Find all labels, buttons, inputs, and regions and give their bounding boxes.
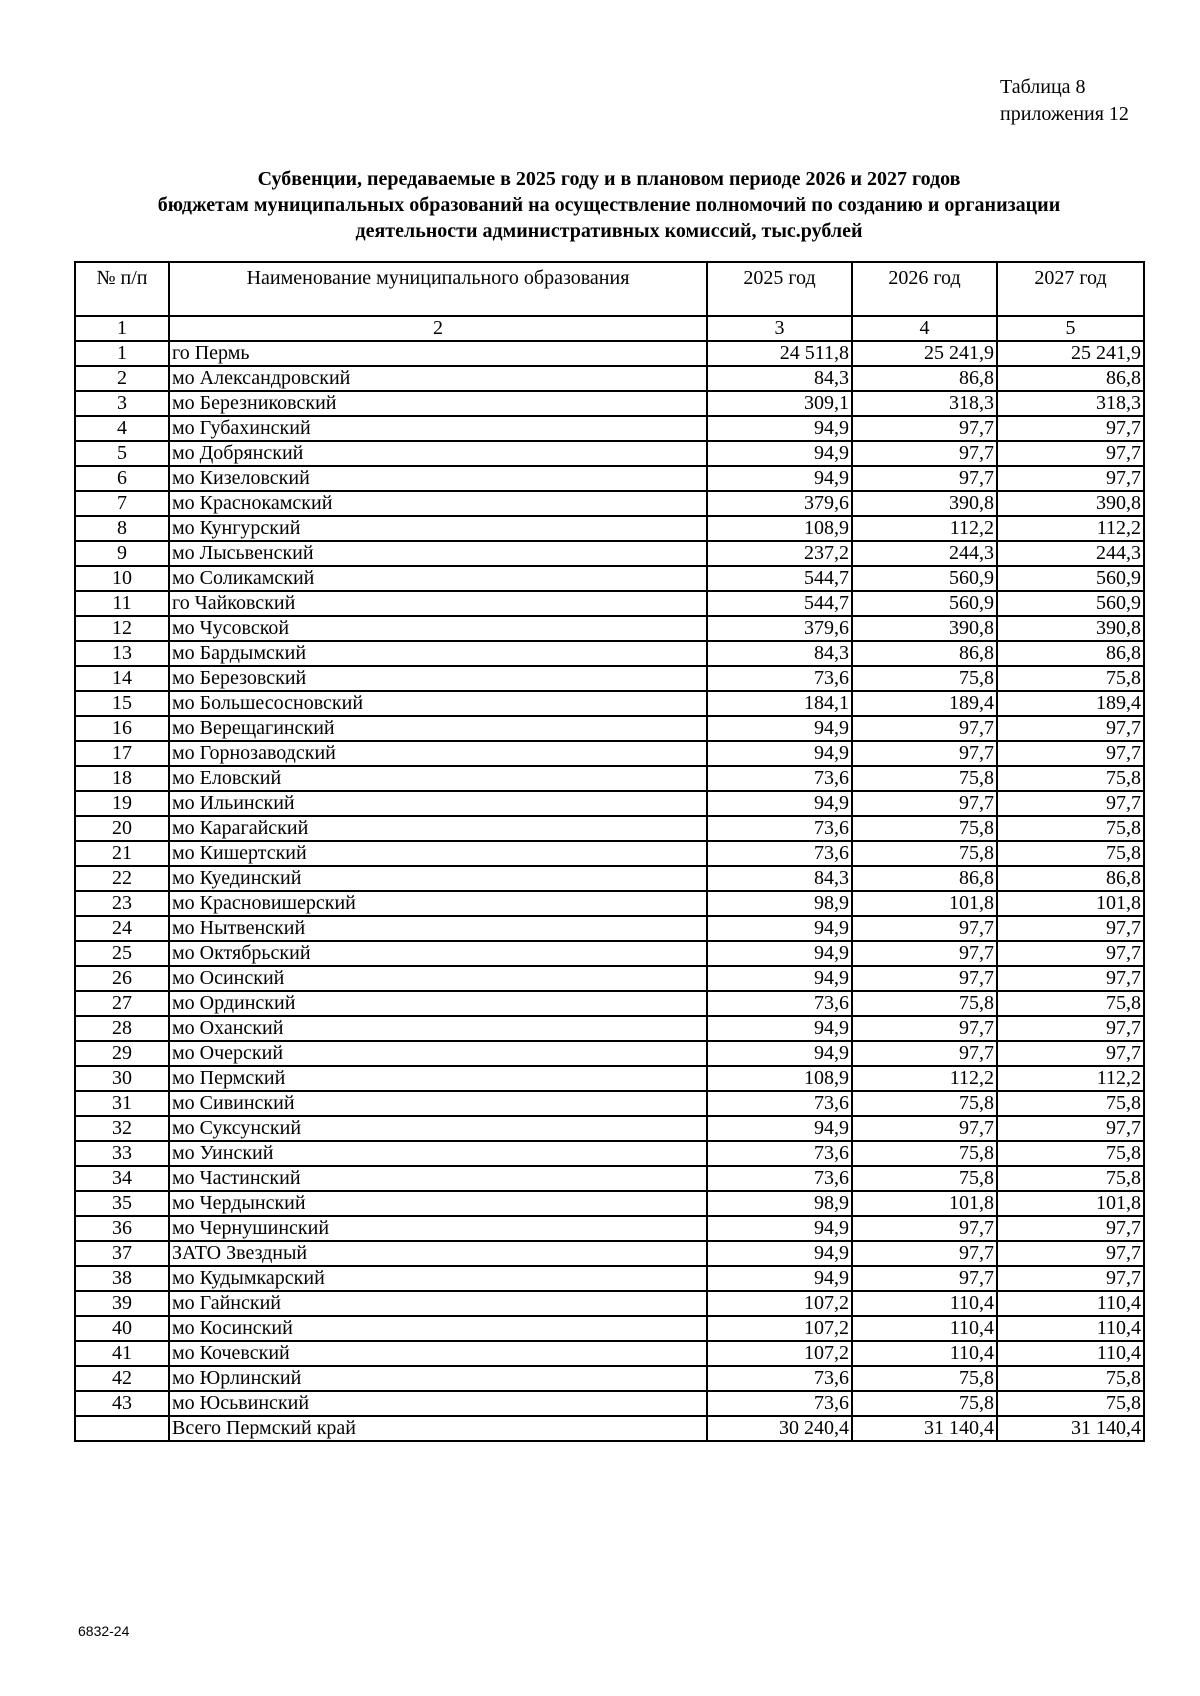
row-number: 43 <box>75 1391 169 1416</box>
value-2025: 73,6 <box>707 1366 852 1391</box>
table-row <box>75 616 1144 641</box>
document-code: 6832-24 <box>78 1623 130 1639</box>
value-2026: 390,8 <box>852 616 997 641</box>
municipality-name: мо Оханский <box>169 1016 707 1041</box>
value-2027: 75,8 <box>997 816 1144 841</box>
municipality-name: мо Верещагинский <box>169 716 707 741</box>
table-row <box>75 791 1144 816</box>
value-2026: 75,8 <box>852 1141 997 1166</box>
value-2025: 73,6 <box>707 1166 852 1191</box>
table-row <box>75 1166 1144 1191</box>
value-2026: 189,4 <box>852 691 997 716</box>
value-2026: 110,4 <box>852 1291 997 1316</box>
table-row <box>75 816 1144 841</box>
value-2027: 75,8 <box>997 1141 1144 1166</box>
value-2026: 97,7 <box>852 1016 997 1041</box>
title-line-1: Субвенции, передаваемые в 2025 году и в плановом периоде 2026 и 2027 годов <box>257 168 961 190</box>
value-2027: 25 241,9 <box>997 341 1144 366</box>
header-year-2026: 2026 год <box>852 262 997 316</box>
value-2027: 75,8 <box>997 666 1144 691</box>
value-2027: 97,7 <box>997 716 1144 741</box>
municipality-name: мо Чернушинский <box>169 1216 707 1241</box>
municipality-name: го Чайковский <box>169 591 707 616</box>
value-2026: 318,3 <box>852 391 997 416</box>
municipality-name: мо Чусовской <box>169 616 707 641</box>
value-2025: 107,2 <box>707 1291 852 1316</box>
table-row <box>75 1391 1144 1416</box>
value-2026: 97,7 <box>852 966 997 991</box>
municipality-name: мо Губахинский <box>169 416 707 441</box>
row-number: 18 <box>75 766 169 791</box>
value-2025: 94,9 <box>707 716 852 741</box>
municipality-name: мо Куединский <box>169 866 707 891</box>
value-2027: 75,8 <box>997 1091 1144 1116</box>
municipality-name: мо Березовский <box>169 666 707 691</box>
value-2025: 94,9 <box>707 416 852 441</box>
municipality-name: мо Юсьвинский <box>169 1391 707 1416</box>
value-2025: 94,9 <box>707 1016 852 1041</box>
subventions-table <box>74 261 1145 1442</box>
total-label: Всего Пермский край <box>169 1416 707 1441</box>
value-2026: 97,7 <box>852 441 997 466</box>
value-2026: 97,7 <box>852 1266 997 1291</box>
total-number-cell <box>75 1416 169 1441</box>
value-2026: 110,4 <box>852 1316 997 1341</box>
municipality-name: мо Соликамский <box>169 566 707 591</box>
row-number: 26 <box>75 966 169 991</box>
municipality-name: мо Октябрьский <box>169 941 707 966</box>
municipality-name: го Пермь <box>169 341 707 366</box>
value-2026: 560,9 <box>852 591 997 616</box>
value-2026: 25 241,9 <box>852 341 997 366</box>
value-2026: 560,9 <box>852 566 997 591</box>
table-row <box>75 566 1144 591</box>
value-2026: 75,8 <box>852 816 997 841</box>
table-row <box>75 541 1144 566</box>
value-2027: 101,8 <box>997 891 1144 916</box>
value-2026: 101,8 <box>852 891 997 916</box>
value-2026: 75,8 <box>852 841 997 866</box>
table-row <box>75 391 1144 416</box>
municipality-name: мо Нытвенский <box>169 916 707 941</box>
table-row <box>75 366 1144 391</box>
value-2026: 97,7 <box>852 466 997 491</box>
value-2025: 94,9 <box>707 466 852 491</box>
table-row <box>75 1141 1144 1166</box>
table-row <box>75 1066 1144 1091</box>
value-2025: 544,7 <box>707 591 852 616</box>
municipality-name: мо Уинский <box>169 1141 707 1166</box>
row-number: 8 <box>75 516 169 541</box>
row-number: 21 <box>75 841 169 866</box>
row-number: 16 <box>75 716 169 741</box>
value-2025: 94,9 <box>707 1041 852 1066</box>
value-2025: 94,9 <box>707 741 852 766</box>
value-2027: 112,2 <box>997 516 1144 541</box>
value-2027: 97,7 <box>997 1016 1144 1041</box>
value-2025: 309,1 <box>707 391 852 416</box>
value-2025: 94,9 <box>707 441 852 466</box>
table-row <box>75 341 1144 366</box>
value-2026: 97,7 <box>852 1216 997 1241</box>
table-row <box>75 1041 1144 1066</box>
value-2026: 97,7 <box>852 1116 997 1141</box>
value-2027: 75,8 <box>997 841 1144 866</box>
header-number: № п/п <box>75 262 169 316</box>
table-row <box>75 491 1144 516</box>
row-number: 4 <box>75 416 169 441</box>
value-2025: 98,9 <box>707 891 852 916</box>
value-2027: 97,7 <box>997 1241 1144 1266</box>
value-2027: 390,8 <box>997 616 1144 641</box>
value-2025: 94,9 <box>707 941 852 966</box>
column-number: 1 <box>75 316 169 341</box>
municipality-name: мо Добрянский <box>169 441 707 466</box>
municipality-name: ЗАТО Звездный <box>169 1241 707 1266</box>
row-number: 35 <box>75 1191 169 1216</box>
value-2025: 379,6 <box>707 491 852 516</box>
table-row <box>75 1191 1144 1216</box>
table-row <box>75 966 1144 991</box>
row-number: 42 <box>75 1366 169 1391</box>
row-number: 37 <box>75 1241 169 1266</box>
value-2026: 86,8 <box>852 366 997 391</box>
value-2026: 75,8 <box>852 1091 997 1116</box>
value-2025: 108,9 <box>707 516 852 541</box>
table-row <box>75 591 1144 616</box>
value-2025: 94,9 <box>707 1241 852 1266</box>
row-number: 29 <box>75 1041 169 1066</box>
value-2026: 86,8 <box>852 641 997 666</box>
value-2026: 86,8 <box>852 866 997 891</box>
appendix-number: приложения 12 <box>1000 103 1129 125</box>
table-row <box>75 466 1144 491</box>
table-row <box>75 841 1144 866</box>
municipality-name: мо Частинский <box>169 1166 707 1191</box>
total-2025: 30 240,4 <box>707 1416 852 1441</box>
value-2027: 97,7 <box>997 916 1144 941</box>
value-2025: 108,9 <box>707 1066 852 1091</box>
value-2027: 97,7 <box>997 941 1144 966</box>
value-2026: 75,8 <box>852 666 997 691</box>
row-number: 15 <box>75 691 169 716</box>
municipality-name: мо Сивинский <box>169 1091 707 1116</box>
value-2026: 75,8 <box>852 1166 997 1191</box>
row-number: 14 <box>75 666 169 691</box>
table-row <box>75 441 1144 466</box>
row-number: 39 <box>75 1291 169 1316</box>
total-row <box>75 1416 1144 1441</box>
row-number: 19 <box>75 791 169 816</box>
table-row <box>75 691 1144 716</box>
municipality-name: мо Краснокамский <box>169 491 707 516</box>
value-2027: 97,7 <box>997 966 1144 991</box>
value-2026: 97,7 <box>852 416 997 441</box>
table-row <box>75 1241 1144 1266</box>
table-row <box>75 1316 1144 1341</box>
column-number: 4 <box>852 316 997 341</box>
table-row <box>75 1091 1144 1116</box>
row-number: 27 <box>75 991 169 1016</box>
row-number: 5 <box>75 441 169 466</box>
value-2025: 73,6 <box>707 1141 852 1166</box>
value-2025: 84,3 <box>707 366 852 391</box>
value-2027: 101,8 <box>997 1191 1144 1216</box>
table-body <box>75 341 1144 1416</box>
municipality-name: мо Горнозаводский <box>169 741 707 766</box>
table-header-row <box>75 262 1144 316</box>
value-2026: 97,7 <box>852 741 997 766</box>
table-row <box>75 1341 1144 1366</box>
value-2027: 86,8 <box>997 366 1144 391</box>
value-2027: 86,8 <box>997 641 1144 666</box>
table-row <box>75 641 1144 666</box>
value-2025: 73,6 <box>707 666 852 691</box>
municipality-name: мо Юрлинский <box>169 1366 707 1391</box>
value-2027: 560,9 <box>997 591 1144 616</box>
value-2026: 75,8 <box>852 766 997 791</box>
row-number: 40 <box>75 1316 169 1341</box>
value-2025: 24 511,8 <box>707 341 852 366</box>
municipality-name: мо Суксунский <box>169 1116 707 1141</box>
value-2026: 97,7 <box>852 1041 997 1066</box>
table-row <box>75 1291 1144 1316</box>
value-2027: 560,9 <box>997 566 1144 591</box>
row-number: 11 <box>75 591 169 616</box>
municipality-name: мо Кочевский <box>169 1341 707 1366</box>
municipality-name: мо Александровский <box>169 366 707 391</box>
row-number: 34 <box>75 1166 169 1191</box>
value-2025: 379,6 <box>707 616 852 641</box>
value-2025: 73,6 <box>707 1391 852 1416</box>
municipality-name: мо Гайнский <box>169 1291 707 1316</box>
table-row <box>75 991 1144 1016</box>
row-number: 22 <box>75 866 169 891</box>
value-2027: 97,7 <box>997 1266 1144 1291</box>
row-number: 24 <box>75 916 169 941</box>
municipality-name: мо Ординский <box>169 991 707 1016</box>
value-2025: 73,6 <box>707 816 852 841</box>
value-2027: 97,7 <box>997 441 1144 466</box>
row-number: 10 <box>75 566 169 591</box>
row-number: 20 <box>75 816 169 841</box>
value-2027: 97,7 <box>997 1216 1144 1241</box>
value-2026: 75,8 <box>852 1391 997 1416</box>
value-2025: 94,9 <box>707 916 852 941</box>
value-2026: 110,4 <box>852 1341 997 1366</box>
value-2025: 94,9 <box>707 1116 852 1141</box>
value-2025: 184,1 <box>707 691 852 716</box>
municipality-name: мо Чердынский <box>169 1191 707 1216</box>
header-municipality-name: Наименование муниципального образования <box>169 262 707 316</box>
value-2025: 73,6 <box>707 766 852 791</box>
row-number: 36 <box>75 1216 169 1241</box>
total-2027: 31 140,4 <box>997 1416 1144 1441</box>
value-2027: 97,7 <box>997 1041 1144 1066</box>
value-2026: 97,7 <box>852 1241 997 1266</box>
value-2025: 94,9 <box>707 1266 852 1291</box>
value-2027: 110,4 <box>997 1291 1144 1316</box>
row-number: 2 <box>75 366 169 391</box>
table-row <box>75 866 1144 891</box>
document-title <box>75 166 1143 244</box>
municipality-name: мо Косинский <box>169 1316 707 1341</box>
value-2026: 75,8 <box>852 991 997 1016</box>
value-2027: 97,7 <box>997 1116 1144 1141</box>
table-reference <box>1000 74 1129 128</box>
value-2027: 97,7 <box>997 741 1144 766</box>
column-number: 2 <box>169 316 707 341</box>
value-2027: 75,8 <box>997 766 1144 791</box>
table-row <box>75 916 1144 941</box>
table-row <box>75 716 1144 741</box>
header-year-2027: 2027 год <box>997 262 1144 316</box>
row-number: 28 <box>75 1016 169 1041</box>
value-2026: 390,8 <box>852 491 997 516</box>
municipality-name: мо Лысьвенский <box>169 541 707 566</box>
value-2027: 110,4 <box>997 1316 1144 1341</box>
value-2026: 244,3 <box>852 541 997 566</box>
table-row <box>75 1016 1144 1041</box>
value-2025: 94,9 <box>707 966 852 991</box>
row-number: 12 <box>75 616 169 641</box>
municipality-name: мо Красновишерский <box>169 891 707 916</box>
table-row <box>75 666 1144 691</box>
value-2027: 75,8 <box>997 1391 1144 1416</box>
municipality-name: мо Бардымский <box>169 641 707 666</box>
value-2025: 237,2 <box>707 541 852 566</box>
municipality-name: мо Кудымкарский <box>169 1266 707 1291</box>
value-2027: 318,3 <box>997 391 1144 416</box>
municipality-name: мо Осинский <box>169 966 707 991</box>
value-2026: 112,2 <box>852 1066 997 1091</box>
row-number: 30 <box>75 1066 169 1091</box>
row-number: 17 <box>75 741 169 766</box>
title-line-2: бюджетам муниципальных образований на осуществление полномочий по созданию и организации <box>157 194 1061 216</box>
value-2027: 390,8 <box>997 491 1144 516</box>
row-number: 3 <box>75 391 169 416</box>
value-2025: 73,6 <box>707 841 852 866</box>
value-2025: 84,3 <box>707 866 852 891</box>
value-2027: 97,7 <box>997 791 1144 816</box>
value-2025: 73,6 <box>707 1091 852 1116</box>
row-number: 1 <box>75 341 169 366</box>
value-2026: 97,7 <box>852 716 997 741</box>
table-row <box>75 1116 1144 1141</box>
column-number: 3 <box>707 316 852 341</box>
value-2026: 75,8 <box>852 1366 997 1391</box>
municipality-name: мо Кишертский <box>169 841 707 866</box>
row-number: 6 <box>75 466 169 491</box>
row-number: 13 <box>75 641 169 666</box>
municipality-name: мо Карагайский <box>169 816 707 841</box>
value-2025: 94,9 <box>707 1216 852 1241</box>
row-number: 23 <box>75 891 169 916</box>
header-year-2025: 2025 год <box>707 262 852 316</box>
value-2027: 244,3 <box>997 541 1144 566</box>
value-2027: 112,2 <box>997 1066 1144 1091</box>
table-row <box>75 741 1144 766</box>
value-2027: 97,7 <box>997 416 1144 441</box>
municipality-name: мо Ильинский <box>169 791 707 816</box>
table-row <box>75 1216 1144 1241</box>
municipality-name: мо Большесосновский <box>169 691 707 716</box>
table-number: Таблица 8 <box>1000 76 1086 98</box>
value-2026: 97,7 <box>852 916 997 941</box>
value-2027: 75,8 <box>997 1166 1144 1191</box>
total-2026: 31 140,4 <box>852 1416 997 1441</box>
value-2027: 97,7 <box>997 466 1144 491</box>
row-number: 32 <box>75 1116 169 1141</box>
value-2027: 75,8 <box>997 1366 1144 1391</box>
municipality-name: мо Пермский <box>169 1066 707 1091</box>
row-number: 31 <box>75 1091 169 1116</box>
value-2025: 98,9 <box>707 1191 852 1216</box>
title-line-3: деятельности административных комиссий, тыс.рублей <box>355 220 863 242</box>
municipality-name: мо Еловский <box>169 766 707 791</box>
value-2026: 97,7 <box>852 791 997 816</box>
municipality-name: мо Очерский <box>169 1041 707 1066</box>
value-2027: 110,4 <box>997 1341 1144 1366</box>
column-number-row <box>75 316 1144 341</box>
value-2025: 544,7 <box>707 566 852 591</box>
row-number: 25 <box>75 941 169 966</box>
value-2027: 189,4 <box>997 691 1144 716</box>
municipality-name: мо Кунгурский <box>169 516 707 541</box>
value-2027: 86,8 <box>997 866 1144 891</box>
table-row <box>75 1366 1144 1391</box>
row-number: 9 <box>75 541 169 566</box>
table-row <box>75 416 1144 441</box>
value-2026: 97,7 <box>852 941 997 966</box>
value-2025: 107,2 <box>707 1341 852 1366</box>
table-row <box>75 766 1144 791</box>
column-number: 5 <box>997 316 1144 341</box>
table-row <box>75 891 1144 916</box>
row-number: 33 <box>75 1141 169 1166</box>
row-number: 38 <box>75 1266 169 1291</box>
municipality-name: мо Березниковский <box>169 391 707 416</box>
value-2025: 107,2 <box>707 1316 852 1341</box>
row-number: 41 <box>75 1341 169 1366</box>
table-row <box>75 1266 1144 1291</box>
value-2025: 84,3 <box>707 641 852 666</box>
value-2025: 73,6 <box>707 991 852 1016</box>
municipality-name: мо Кизеловский <box>169 466 707 491</box>
value-2026: 112,2 <box>852 516 997 541</box>
value-2027: 75,8 <box>997 991 1144 1016</box>
table-row <box>75 941 1144 966</box>
table-row <box>75 516 1144 541</box>
value-2026: 101,8 <box>852 1191 997 1216</box>
value-2025: 94,9 <box>707 791 852 816</box>
row-number: 7 <box>75 491 169 516</box>
